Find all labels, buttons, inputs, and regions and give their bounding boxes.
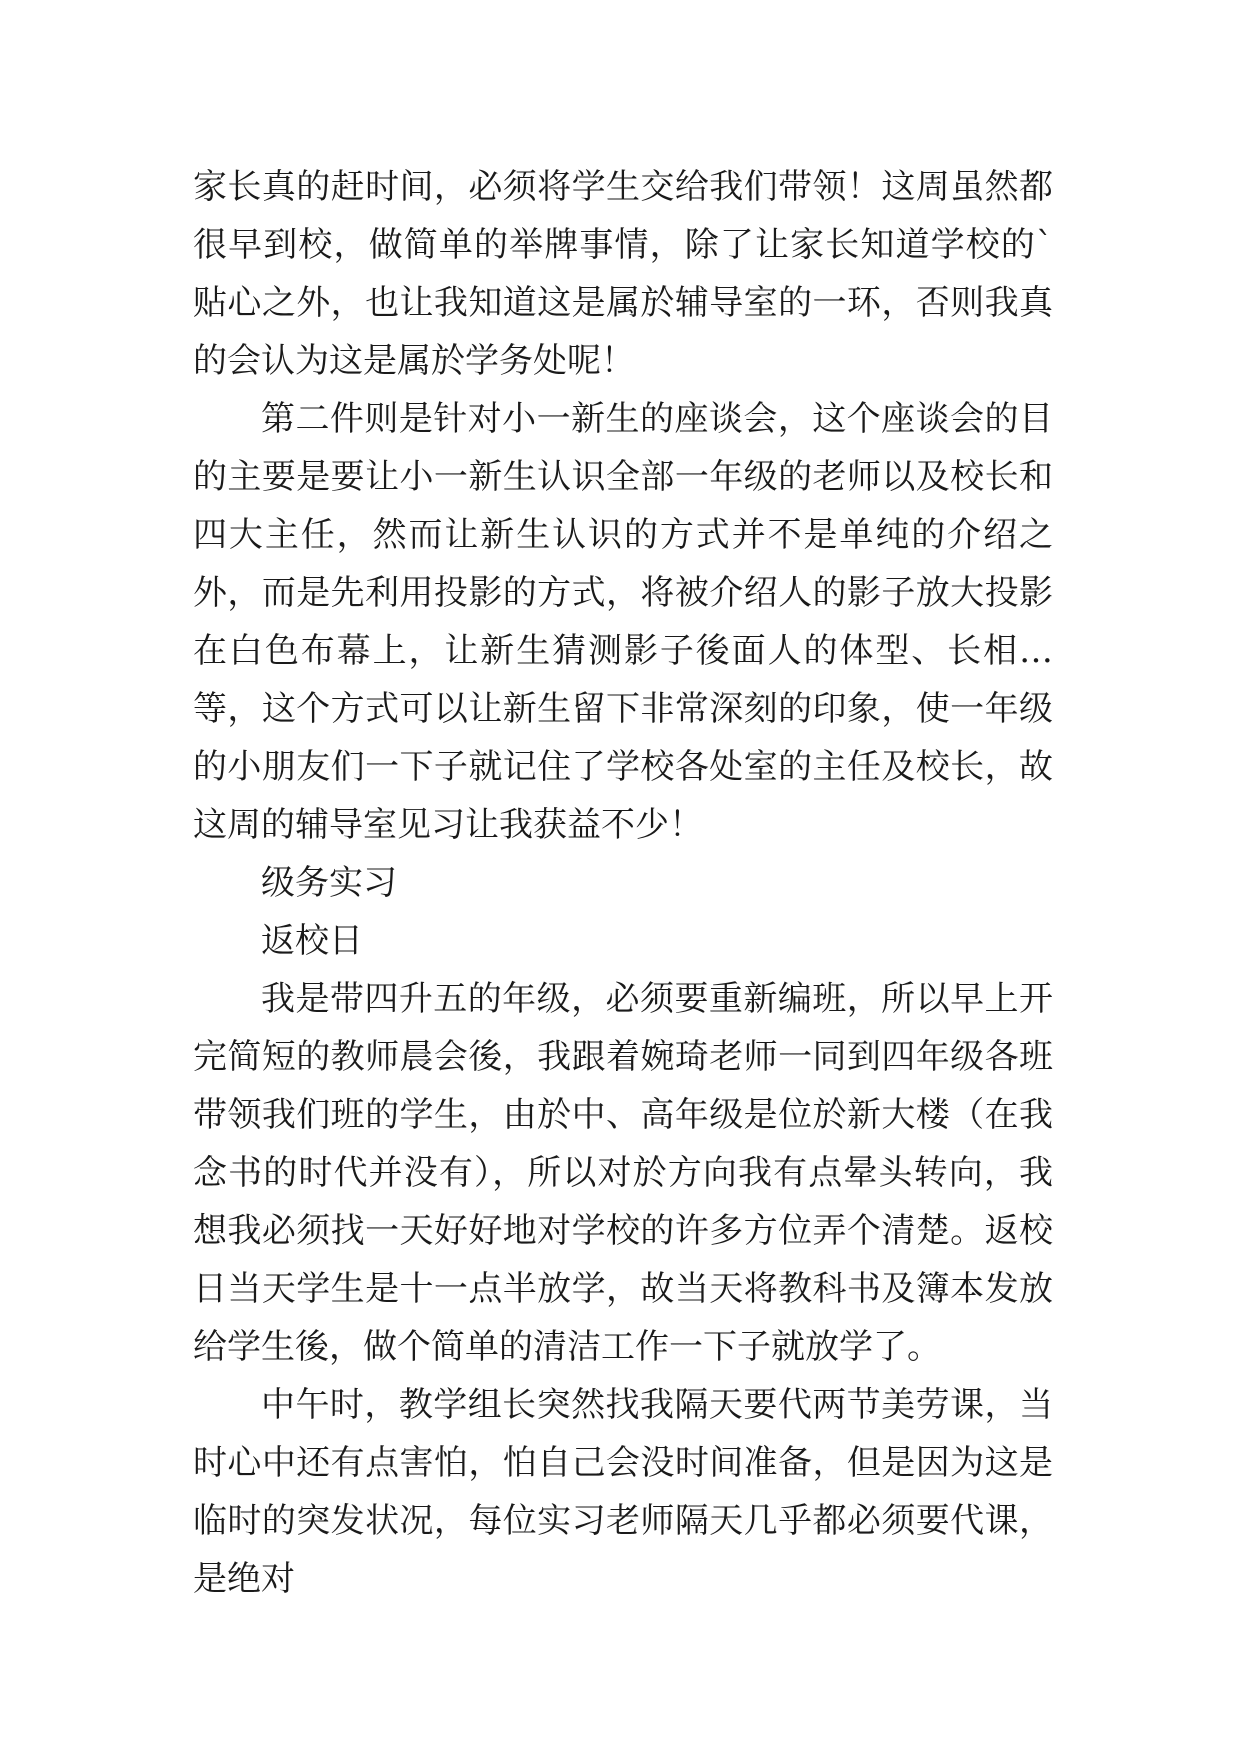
subsection-heading-return-day: 返校日 bbox=[261, 921, 363, 961]
paragraph-continuation: 家长真的赶时间，必须将学生交给我们带领！这周虽然都很早到校，做简单的举牌事情，除了让家长知道学校的`贴心之外，也让我知道这是属於辅导室的一环，否则我真的会认为这是属於学务处呢！ bbox=[193, 167, 1053, 381]
section-heading-class-practice: 级务实习 bbox=[261, 863, 397, 903]
document-body bbox=[193, 158, 1053, 1608]
paragraph-return-day: 我是带四升五的年级，必须要重新编班，所以早上开完简短的教师晨会後，我跟着婉琦老师一同到四年级各班带领我们班的学生，由於中、高年级是位於新大楼（在我念书的时代并没有），所以对於方向我有点晕头转向，我想我必须找一天好好地对学校的许多方位弄个清楚。返校日当天学生是十一点半放学，故当天将教科书及簿本发放给学生後，做个简单的清洁工作一下子就放学了。 bbox=[193, 979, 1053, 1367]
paragraph-orientation-meeting: 第二件则是针对小一新生的座谈会，这个座谈会的目的主要是要让小一新生认识全部一年级的老师以及校长和四大主任，然而让新生认识的方式并不是单纯的介绍之外，而是先利用投影的方式，将被介绍人的影子放大投影在白色布幕上，让新生猜测影子後面人的体型、长相…等，这个方式可以让新生留下非常深刻的印象，使一年级的小朋友们一下子就记住了学校各处室的主任及校长，故这周的辅导室见习让我获益不少！ bbox=[193, 399, 1053, 845]
paragraph-noon: 中午时，教学组长突然找我隔天要代两节美劳课，当时心中还有点害怕，怕自己会没时间准备，但是因为这是临时的突发状况，每位实习老师隔天几乎都必须要代课，是绝对 bbox=[193, 1385, 1053, 1599]
